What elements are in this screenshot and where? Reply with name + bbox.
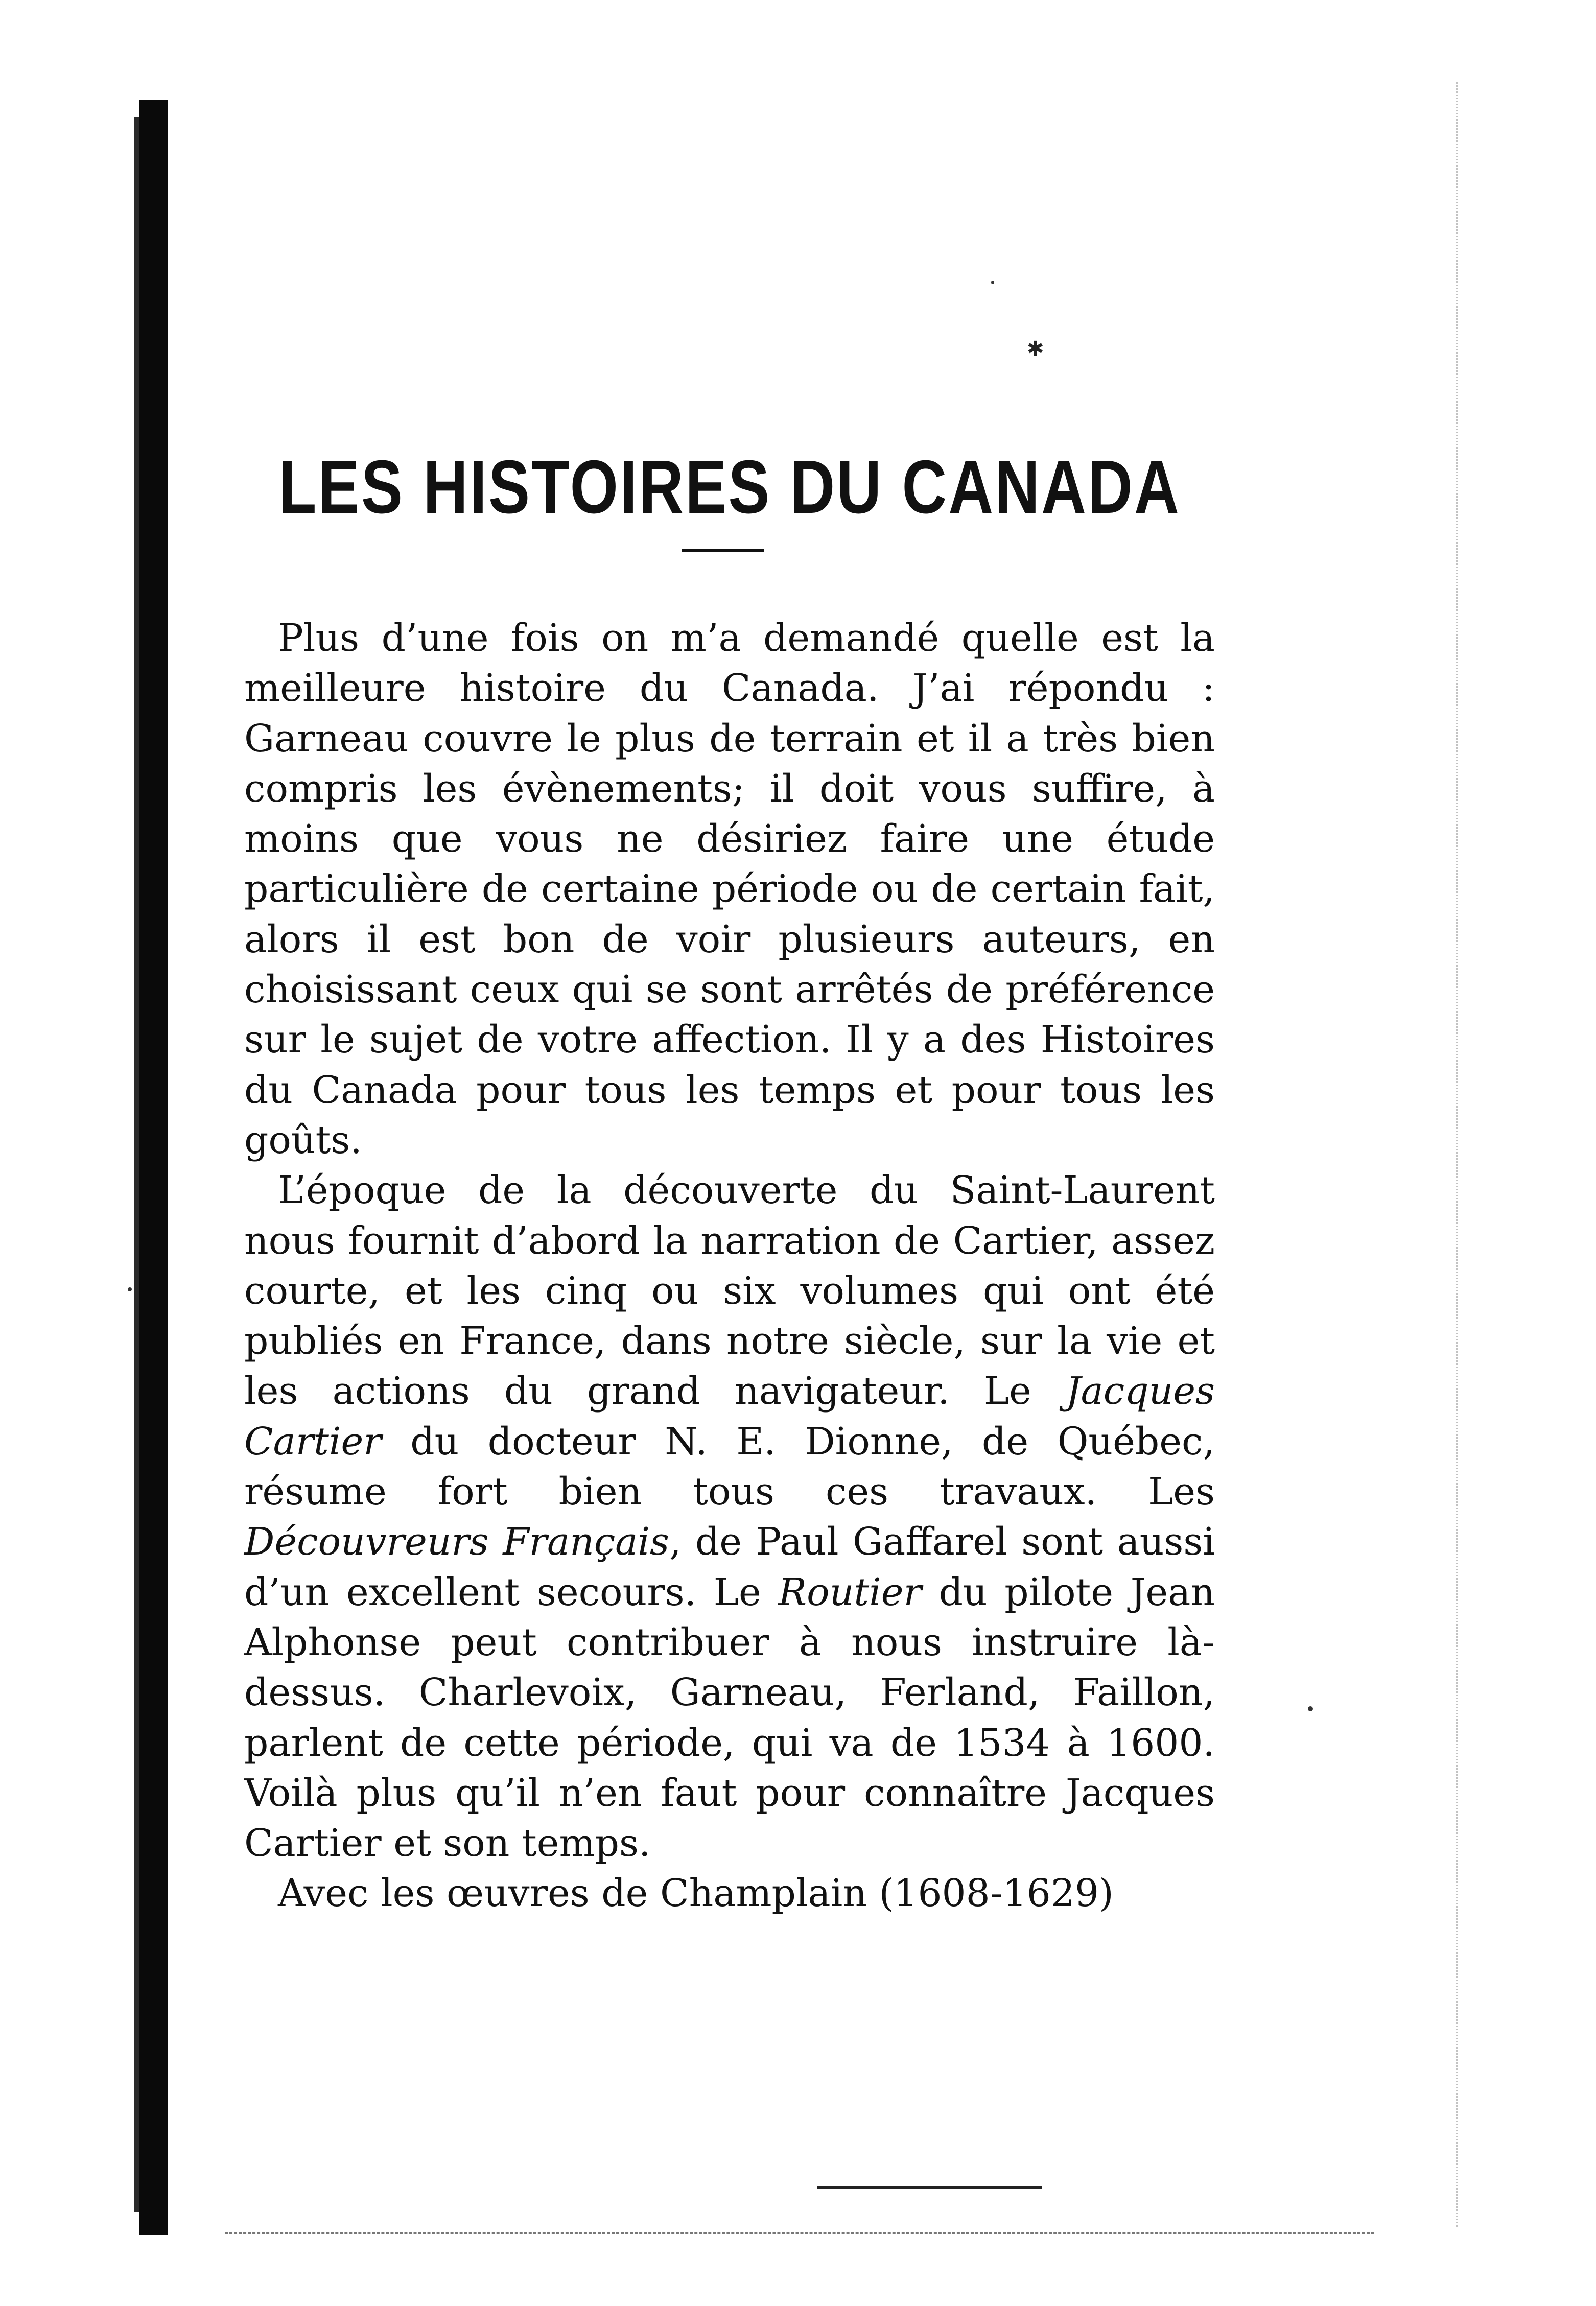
bottom-rule xyxy=(817,2186,1042,2189)
text-run: Plus d’une fois on m’a demandé quelle est la meilleure histoire du Canada. J’ai répondu : Garneau couvre le plus de terrain et il a très bien compris les évènements; il doit vous suffire, à moins que vous ne désiriez faire une étude particulière de certaine période ou de certain fait, alors il est bon de voir plusieurs auteurs, en choisissant ceux qui se sont arrêtés de préférence sur le sujet de votre affection. Il y a des Histoires du Canada pour tous les temps et pour tous les goûts. xyxy=(244,616,1215,1162)
ink-speck xyxy=(1308,1706,1313,1711)
binding-bar xyxy=(139,100,168,2235)
ink-speck xyxy=(128,1287,132,1291)
text-run: Avec les œuvres de Champlain (1608-1629) xyxy=(278,1871,1114,1916)
paragraph xyxy=(244,613,1215,1165)
page-bottom-edge xyxy=(225,2232,1374,2236)
paragraph xyxy=(244,1165,1215,1868)
text-run: L’époque de la découverte du Saint-Laurent nous fournit d’abord la narration de Cartier, assez courte, et les cinq ou six volumes qui ont été publiés en France, dans notre siècle, sur la vie et les actions du grand navigateur. Le xyxy=(244,1168,1215,1414)
paragraph xyxy=(244,1868,1215,1918)
body-text xyxy=(244,613,1215,1919)
page-title: LES HISTOIRES DU CANADA xyxy=(278,445,1181,530)
text-run: , de Paul Gaffarel sont aussi d’un excellent secours. Le xyxy=(244,1520,1215,1614)
page-edge xyxy=(1456,82,1473,2227)
text-run: du pilote Jean Alphonse peut contribuer à nous instruire là-dessus. Charlevoix, Garneau, Ferland, Faillon, parlent de cette période, qui va de 1534 à 1600. Voilà plus qu’il n’en faut pour connaître Jacques Cartier et son temps. xyxy=(244,1570,1215,1866)
book-title: Routier xyxy=(778,1570,922,1614)
ink-mark-icon: ✱ xyxy=(1027,337,1044,361)
book-title: Jacques Cartier xyxy=(244,1369,1215,1464)
ink-speck xyxy=(991,281,994,284)
title-rule xyxy=(682,549,764,552)
book-title: Découvreurs Français xyxy=(244,1520,669,1564)
text-run: du docteur N. E. Dionne, de Québec, résume fort bien tous ces travaux. Les xyxy=(244,1419,1215,1514)
